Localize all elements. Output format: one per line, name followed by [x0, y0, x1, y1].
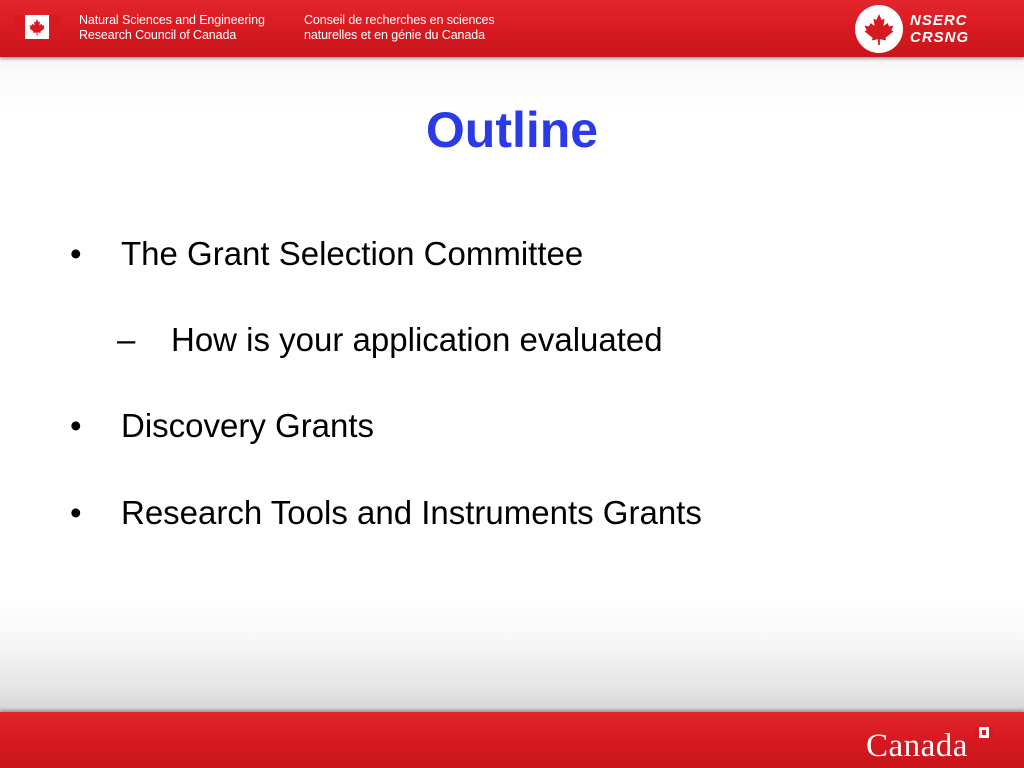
bullet-text: The Grant Selection Committee — [121, 235, 584, 272]
canada-flag-icon — [974, 727, 994, 738]
bullet-text: Research Tools and Instruments Grants — [121, 494, 702, 531]
signature-french-line-2: naturelles et en génie du Canada — [304, 27, 485, 42]
slide-title: Outline — [425, 102, 599, 158]
sub-bullet-marker: – — [117, 321, 136, 358]
canada-wordmark: Canada — [866, 728, 968, 764]
nserc-label: NSERC — [910, 12, 968, 29]
sub-bullet-text: How is your application evaluated — [171, 321, 663, 358]
bullet-marker: • — [70, 494, 82, 531]
bullet-text: Discovery Grants — [121, 407, 375, 444]
crsng-label: CRSNG — [910, 29, 970, 46]
signature-english-line-1: Natural Sciences and Engineering — [79, 13, 265, 27]
bullet-marker: • — [70, 235, 82, 272]
bullet-marker: • — [70, 407, 82, 444]
signature-french-line-1: Conseil de recherches en sciences — [304, 13, 495, 27]
signature-english-line-2: Research Council of Canada — [79, 27, 237, 42]
